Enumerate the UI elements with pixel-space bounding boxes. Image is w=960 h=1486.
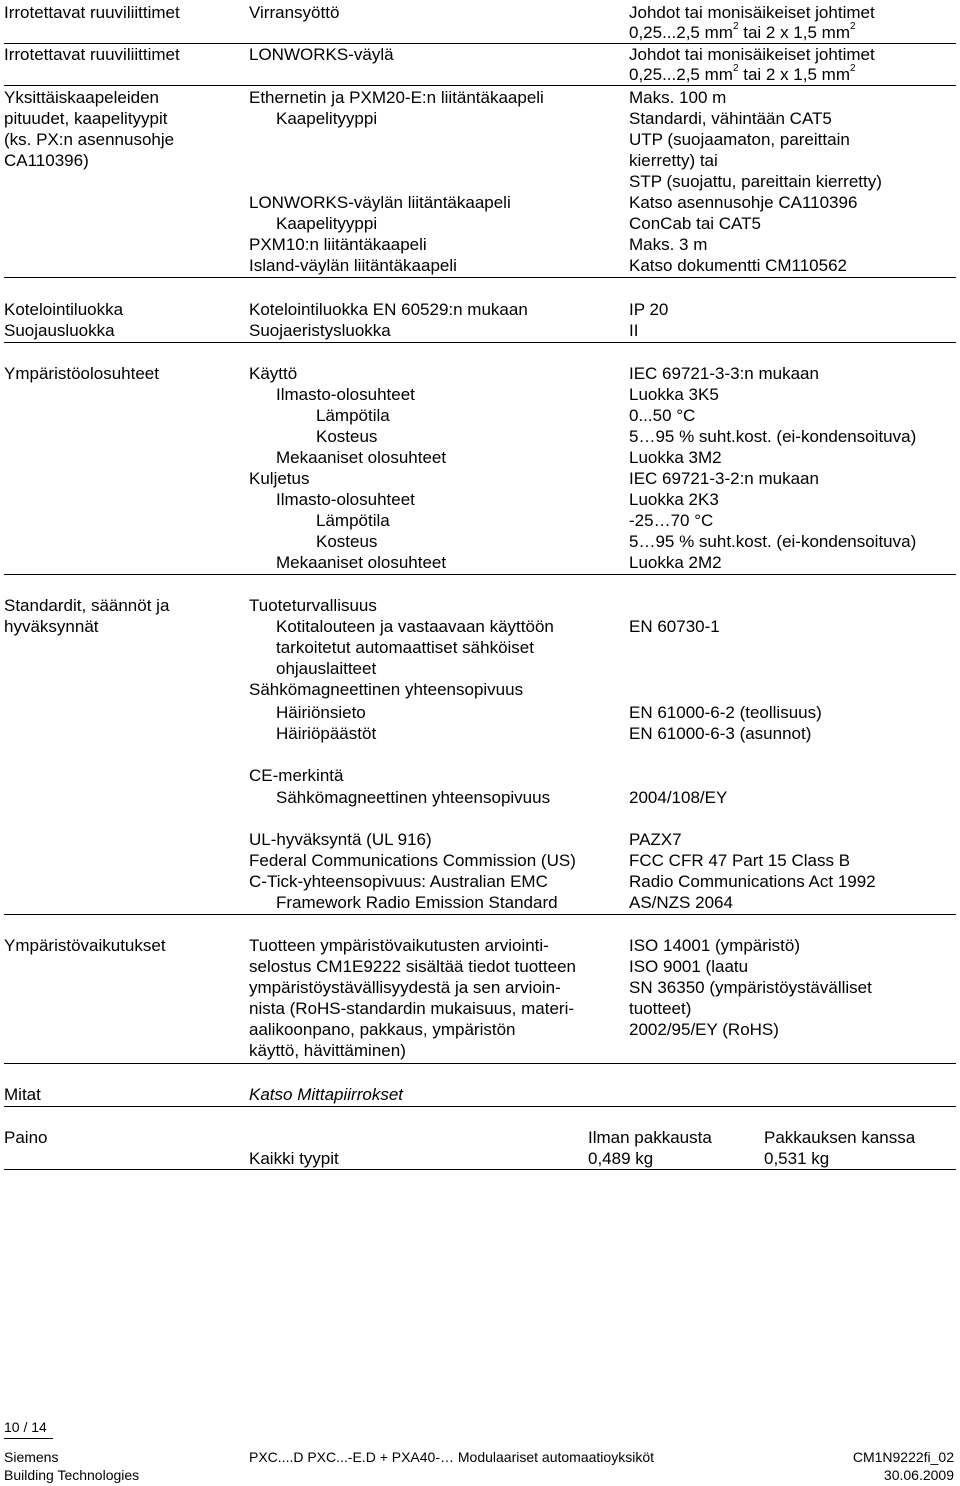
divider xyxy=(4,277,956,278)
value-pazx7: PAZX7 xyxy=(629,830,682,849)
row-label-cable-lengths: Yksittäiskaapeleiden pituudet, kaapelityypit (ks. PX:n asennusohje CA110396) xyxy=(4,88,175,170)
value-temperature: 0...50 °C xyxy=(629,406,696,425)
page-number-rule xyxy=(4,1438,53,1439)
divider xyxy=(4,1169,956,1170)
item-ul: UL-hyväksyntä (UL 916) xyxy=(249,830,432,849)
item-cable-type: Kaapelityyppi xyxy=(276,109,378,128)
value-en61000-6-3: EN 61000-6-3 (asunnot) xyxy=(629,724,812,743)
value-cable-type-2: ConCab tai CAT5 xyxy=(629,214,761,233)
item-cable-type-2: Kaapelityyppi xyxy=(276,214,378,233)
value-lonworks-cable: Katso asennusohje CA110396 xyxy=(629,193,858,212)
item-ethernet-cable: Ethernetin ja PXM20-E:n liitäntäkaapeli xyxy=(249,88,544,107)
value-stp: STP (suojattu, pareittain kierretty) xyxy=(629,172,882,191)
item-island-cable: Island-väylän liitäntäkaapeli xyxy=(249,256,457,275)
item-lonworks-cable: LONWORKS-väylän liitäntäkaapeli xyxy=(249,193,511,212)
item-humidity: Kosteus xyxy=(316,427,378,446)
item-all-types: Kaikki tyypit xyxy=(249,1149,339,1168)
item-temperature-2: Lämpötila xyxy=(316,511,390,530)
footer-doc-number: CM1N9222fi_02 xyxy=(852,1449,954,1465)
row-label-environment: Ympäristöolosuhteet xyxy=(4,364,159,383)
value-radio-act: Radio Communications Act 1992 xyxy=(629,872,876,891)
value-asnzs: AS/NZS 2064 xyxy=(629,893,733,912)
divider xyxy=(4,1063,956,1064)
value-cross-section-power: 0,25...2,5 $mm^2$ tai 2 x 1,5 $mm^2$ xyxy=(629,21,856,42)
value-cable-type: Standardi, vähintään CAT5 xyxy=(629,109,832,128)
value-humidity: 5…95 % suht.kost. (ei-kondensoituva) xyxy=(629,427,917,446)
value-island-cable: Katso dokumentti CM110562 xyxy=(629,256,847,275)
item-pxm10-cable: PXM10:n liitäntäkaapeli xyxy=(249,235,427,254)
value-wires-lonworks: Johdot tai monisäikeiset johtimet xyxy=(629,45,875,64)
value-wires-power: Johdot tai monisäikeiset johtimet xyxy=(629,3,875,22)
dimensions-link[interactable]: Katso Mittapiirrokset xyxy=(249,1085,403,1104)
divider xyxy=(4,342,956,343)
value-en60730: EN 60730-1 xyxy=(629,617,720,636)
env-impact-text: Tuotteen ympäristövaikutusten arviointi- selostus CM1E9222 sisältää tiedot tuotteen ympäristöystävällisyydestä ja sen arvioin- nista (RoHS-standardin mukaisuus, materi- aalikoonpano, pakkaus, ympäristön käyttö, hävittäminen) xyxy=(249,936,576,1060)
item-climatic: Ilmasto-olosuhteet xyxy=(276,385,415,404)
item-temperature: Lämpötila xyxy=(316,406,390,425)
value-en61000-6-2: EN 61000-6-2 (teollisuus) xyxy=(629,703,822,722)
item-emissions: Häiriöpäästöt xyxy=(276,724,377,743)
value-weight-with: 0,531 kg xyxy=(764,1149,830,1168)
weight-head-without-packaging: Ilman pakkausta xyxy=(588,1128,712,1147)
item-transport: Kuljetus xyxy=(249,469,310,488)
page-number: 10 / 14 xyxy=(4,1419,47,1435)
divider xyxy=(4,1106,956,1107)
value-ip20: IP 20 xyxy=(629,300,669,319)
value-class-ii: II xyxy=(629,321,639,340)
value-weight-without: 0,489 kg xyxy=(588,1149,654,1168)
divider xyxy=(4,85,956,86)
item-fcc: Federal Communications Commission (US) xyxy=(249,851,576,870)
row-label-weight: Paino xyxy=(4,1128,48,1147)
row-label-dimensions: Mitat xyxy=(4,1085,41,1104)
item-ctick: C-Tick-yhteensopivuus: Australian EMC xyxy=(249,872,548,891)
footer-division: Building Technologies xyxy=(4,1467,140,1483)
value-transport: IEC 69721-3-2:n mukaan xyxy=(629,469,819,488)
row-label-standards: Standardit, säännöt ja hyväksynnät xyxy=(4,596,170,636)
row-label-screw-terminals-lonworks: Irrotettavat ruuviliittimet xyxy=(4,45,180,64)
item-immunity: Häiriönsieto xyxy=(276,703,366,722)
value-mechanical-2: Luokka 2M2 xyxy=(629,553,722,572)
item-product-safety: Tuoteturvallisuus xyxy=(249,596,377,615)
value-2004-108: 2004/108/EY xyxy=(629,788,728,807)
weight-head-with-packaging: Pakkauksen kanssa xyxy=(764,1128,916,1147)
row-label-screw-terminals-power: Irrotettavat ruuviliittimet xyxy=(4,3,180,22)
value-cross-section-lonworks: 0,25...2,5 $mm^2$ tai 2 x 1,5 $mm^2$ xyxy=(629,63,856,84)
item-humidity-2: Kosteus xyxy=(316,532,378,551)
row-label-protection: Suojausluokka xyxy=(4,321,115,340)
value-climatic-2: Luokka 2K3 xyxy=(629,490,719,509)
value-operation: IEC 69721-3-3:n mukaan xyxy=(629,364,819,383)
value-utp: UTP (suojaamaton, pareittain xyxy=(629,130,850,149)
item-operation: Käyttö xyxy=(249,364,298,383)
item-emc-2: Sähkömagneettinen yhteensopivuus xyxy=(276,788,551,807)
item-household-controls: Kotitalouteen ja vastaavaan käyttöön xyxy=(276,617,554,636)
item-mechanical: Mekaaniset olosuhteet xyxy=(276,448,447,467)
item-mechanical-2: Mekaaniset olosuhteet xyxy=(276,553,447,572)
value-pxm10-max: Maks. 3 m xyxy=(629,235,708,254)
item-household-controls-2: tarkoitetut automaattiset sähköiset xyxy=(276,638,534,657)
footer-company: Siemens xyxy=(4,1449,59,1465)
item-insulation-class: Suojaeristysluokka xyxy=(249,321,391,340)
value-temperature-2: -25…70 °C xyxy=(629,511,714,530)
item-power-supply: Virransyöttö xyxy=(249,3,340,22)
value-ethernet-max: Maks. 100 m xyxy=(629,88,727,107)
item-ce-marking: CE-merkintä xyxy=(249,766,344,785)
value-fcc: FCC CFR 47 Part 15 Class B xyxy=(629,851,851,870)
divider xyxy=(4,574,956,575)
value-twisted: kierretty) tai xyxy=(629,151,718,170)
item-enclosure-class: Kotelointiluokka EN 60529:n mukaan xyxy=(249,300,528,319)
item-household-controls-3: ohjauslaitteet xyxy=(276,659,377,678)
row-label-enclosure: Kotelointiluokka xyxy=(4,300,124,319)
item-lonworks-bus: LONWORKS-väylä xyxy=(249,45,394,64)
env-impact-values: ISO 14001 (ympäristö) ISO 9001 (laatu SN 36350 (ympäristöystävälliset tuotteet) 2002/95/EY (RoHS) xyxy=(629,936,872,1039)
value-humidity-2: 5…95 % suht.kost. (ei-kondensoituva) xyxy=(629,532,917,551)
item-ctick-2: Framework Radio Emission Standard xyxy=(276,893,558,912)
row-label-env-impact: Ympäristövaikutukset xyxy=(4,936,166,955)
value-climatic: Luokka 3K5 xyxy=(629,385,719,404)
footer-title: PXC....D PXC...-E.D + PXA40-… Modulaariset automaatioyksiköt xyxy=(249,1449,654,1465)
item-climatic-2: Ilmasto-olosuhteet xyxy=(276,490,415,509)
item-emc: Sähkömagneettinen yhteensopivuus xyxy=(249,680,524,699)
divider xyxy=(4,914,956,915)
footer-date: 30.06.2009 xyxy=(883,1467,954,1483)
value-mechanical: Luokka 3M2 xyxy=(629,448,722,467)
